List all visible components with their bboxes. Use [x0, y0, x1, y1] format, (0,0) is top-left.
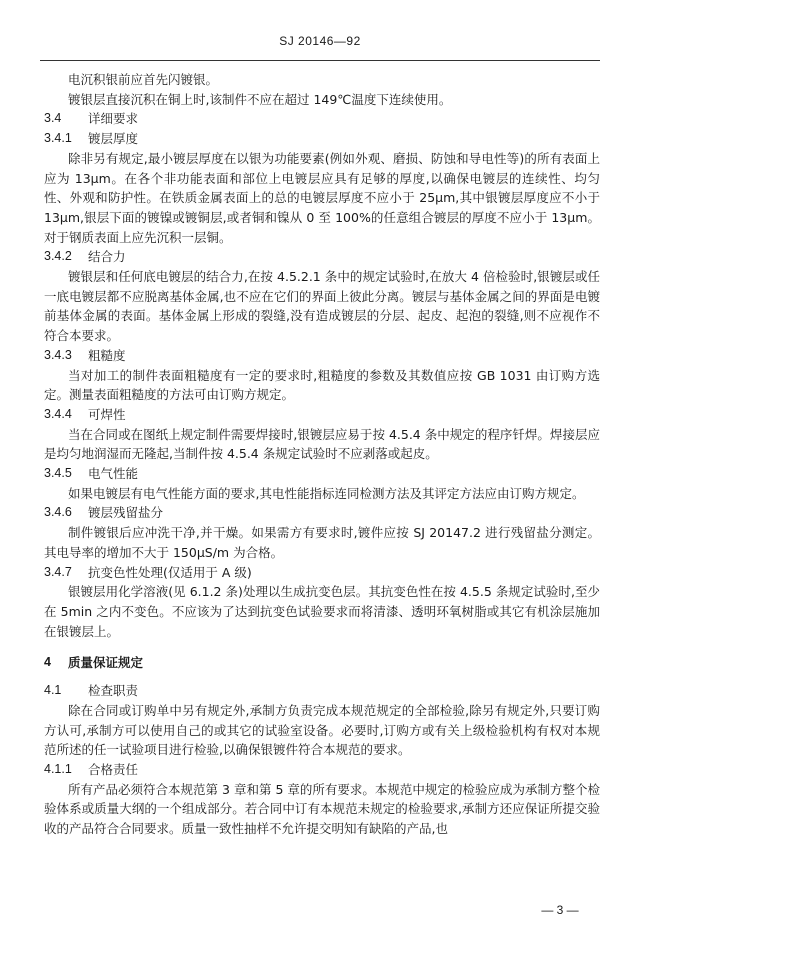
heading-3-4-5 [44, 464, 600, 484]
heading-number: 3.4.3 [44, 347, 72, 362]
paragraph-3-4-5: 如果电镀层有电气性能方面的要求,其电性能指标连同检测方法及其评定方法应由订购方规定。 [68, 485, 585, 501]
heading-3-4-4 [44, 405, 600, 425]
heading-title: 详细要求 [88, 111, 139, 127]
paragraph-3-4-1: 除非另有规定,最小镀层厚度在以银为功能要素(例如外观、磨损、防蚀和导电性等)的所有表面上应为 13μm。在各个非功能表面和部位上电镀层应具有足够的厚度,以确保电镀层的连续性、均匀性、外观和防护性。在铁质金属表面上的总的电镀层厚度不应小于 25μm,其中银镀层厚度应不小于 13μm,银层下面的镀镍或镀铜层,或者铜和镍从 0 至 100%的任意组合镀层的厚度不应小于 13μm。对于钢质表面上应先沉积一层铜。 [44, 150, 600, 245]
heading-3-4-3 [44, 346, 600, 366]
heading-4-1-1 [44, 760, 600, 780]
paragraph-3-4-7: 银镀层用化学溶液(见 6.1.2 条)处理以生成抗变色层。其抗变色性在按 4.5.5 条规定试验时,至少在 5min 之内不变色。不应该为了达到抗变色试验要求而将清漆、透明环氧树脂或其它有机涂层施加在银镀层上。 [44, 584, 600, 639]
heading-3-4-2 [44, 247, 600, 267]
heading-title: 检查职责 [88, 683, 139, 699]
paragraph-3-4-4: 当在合同或在图纸上规定制件需要焊接时,银镀层应易于按 4.5.4 条中规定的程序钎焊。焊接层应是均匀地润湿而无隆起,当制件按 4.5.4 条规定试验时不应剥落或起皮。 [44, 426, 600, 462]
heading-number: 3.4.2 [44, 249, 72, 264]
paragraph-4-1: 除在合同或订购单中另有规定外,承制方负责完成本规范规定的全部检验,除另有规定外,只要订购方认可,承制方可以使用自己的或其它的试验室设备。必要时,订购方或有关上级检验机构有权对本规范所述的任一试验项目进行检验,以确保银镀件符合本规范的要求。 [44, 702, 600, 758]
standard-code: SJ 20146—92 [279, 34, 361, 48]
heading-3-4-1 [44, 129, 600, 149]
paragraph-4-1-1: 所有产品必须符合本规范第 3 章和第 5 章的所有要求。本规范中规定的检验应成为承制方整个检验体系或质量大纲的一个组成部分。若合同中订有本规范未规定的检验要求,承制方还应保证所提交验收的产品符合合同要求。质量一致性抽样不允许提交明知有缺陷的产品,也 [44, 781, 600, 837]
heading-number: 3.4.5 [44, 466, 72, 481]
body-text [44, 70, 600, 839]
heading-title: 结合力 [88, 249, 126, 265]
heading-number: 4 [44, 655, 51, 670]
heading-title: 镀层残留盐分 [88, 505, 164, 521]
paragraph-3-4-3: 当对加工的制件表面粗糙度有一定的要求时,粗糙度的参数及其数值应按 GB 1031 由订购方选定。测量表面粗糙度的方法可由订购方规定。 [44, 367, 600, 403]
heading-number: 4.1 [44, 683, 62, 698]
heading-number: 3.4 [44, 111, 62, 126]
heading-title: 合格责任 [88, 761, 139, 777]
paragraph-intro-1: 电沉积银前应首先闪镀银。 [68, 72, 219, 87]
page-number: — 3 — [541, 903, 579, 917]
header-rule [40, 60, 600, 61]
heading-number: 4.1.1 [44, 761, 72, 776]
heading-number: 3.4.6 [44, 505, 72, 520]
paragraph-intro-2: 镀银层直接沉积在铜上时,该制件不应在超过 149℃温度下连续使用。 [68, 91, 452, 107]
heading-title: 粗糙度 [88, 347, 126, 363]
paragraph-3-4-6: 制件镀银后应冲洗干净,并干燥。如果需方有要求时,镀件应按 SJ 20147.2 进行残留盐分测定。其电导率的增加不大于 150μS/m 为合格。 [44, 525, 600, 560]
heading-title: 电气性能 [88, 466, 139, 482]
heading-3-4-6 [44, 503, 600, 523]
heading-number: 3.4.1 [44, 131, 72, 146]
heading-3-4 [44, 109, 600, 129]
heading-title: 镀层厚度 [88, 131, 139, 147]
heading-title: 质量保证规定 [68, 655, 144, 671]
heading-number: 3.4.4 [44, 406, 72, 421]
heading-4-1 [44, 681, 600, 701]
heading-title: 抗变色性处理(仅适用于 A 级) [88, 564, 252, 580]
heading-title: 可焊性 [88, 406, 126, 422]
heading-number: 3.4.7 [44, 564, 72, 579]
paragraph-3-4-2: 镀银层和任何底电镀层的结合力,在按 4.5.2.1 条中的规定试验时,在放大 4 倍检验时,银镀层或任一底电镀层都不应脱离基体金属,也不应在它们的界面上彼此分离。镀层与基体金属之间的界面是电镀前基体金属的表面。基体金属上形成的裂缝,没有造成镀层的分层、起皮、起泡的裂缝,则不应视作不符合本要求。 [44, 269, 600, 344]
heading-3-4-7 [44, 563, 600, 583]
heading-4 [44, 653, 600, 673]
